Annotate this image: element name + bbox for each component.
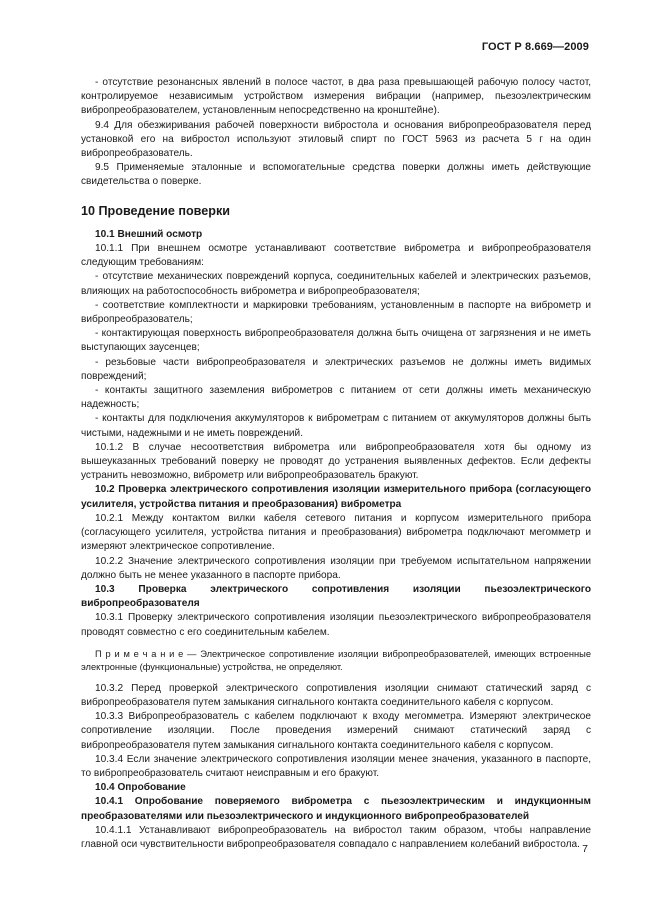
paragraph: 10.2.1 Между контактом вилки кабеля сетевого питания и корпусом измерительного прибора (согласующего усилителя, устройства питания и преобразования) виброметра подключают мегомметр и измеряют электрическое сопротивление. xyxy=(81,512,591,553)
list-item: - соответствие комплектности и маркировки требованиям, установленным в паспорте на виброметр и вибропреобразователь; xyxy=(81,299,591,326)
list-item: - резьбовые части вибропреобразователя и электрических разъемов не должны иметь видимых повреждений; xyxy=(81,356,591,382)
list-item: - контакты защитного заземления виброметров с питанием от сети должны иметь механическую надежность; xyxy=(81,385,591,411)
page-number: 7 xyxy=(582,843,588,855)
paragraph: 10.4.1.1 Устанавливают вибропреобразователь на вибростол таким образом, чтобы направление главной оси чувствительности вибропреобразователя совпадало с направлением колебаний вибростола. xyxy=(81,824,591,850)
paragraph: 10.3.2 Перед проверкой электрического сопротивления изоляции снимают статический заряд с вибропреобразователя путем замыкания сигнального контакта соединительного кабеля с корпусом. xyxy=(81,682,591,708)
section-heading: 10 Проведение поверки xyxy=(81,203,230,218)
subsection-heading: 10.3 Проверка электрического сопротивления изоляции пьезоэлектрического вибропреобразователя xyxy=(81,583,591,610)
subsection-heading: 10.2 Проверка электрического сопротивления изоляции измерительного прибора (согласующего усилителя, устройства питания и преобразования) виброметра xyxy=(81,484,591,510)
paragraph: 9.4 Для обезжиривания рабочей поверхности вибростола и основания вибропреобразователя перед установкой его на вибростол используют этиловый спирт по ГОСТ 5963 из расчета 5 г на один вибропреобразователь. xyxy=(81,119,591,160)
paragraph: 9.5 Применяемые эталонные и вспомогательные средства поверки должны иметь действующие свидетельства о поверке. xyxy=(81,162,591,188)
list-item: - отсутствие механических повреждений корпуса, соединительных кабелей и электрических разъемов, влияющих на работоспособность виброметра и вибропреобразователя; xyxy=(81,271,591,297)
subsection-heading: 10.4 Опробование xyxy=(95,782,186,794)
paragraph: 10.2.2 Значение электрического сопротивления изоляции при требуемом испытательном напряжении должно быть не менее указанного в паспорте прибора. xyxy=(81,555,591,581)
paragraph: 10.3.4 Если значение электрического сопротивления изоляции менее значения, указанного в паспорте, то вибропреобразователь считают неисправным и его бракуют. xyxy=(81,753,591,779)
paragraph: - отсутствие резонансных явлений в полосе частот, в два раза превышающей рабочую полосу частот, контролируемое независимым устройством измерения вибрации (например, пьезоэлектрическим вибропреобразователем, установленным непосредственно на кронштейне). xyxy=(81,77,591,117)
list-item: - контакты для подключения аккумуляторов к виброметрам с питанием от аккумуляторов должны быть чистыми, надежными и не иметь повреждений. xyxy=(81,413,591,439)
list-item: - контактирующая поверхность вибропреобразователя должна быть очищена от загрязнения и не иметь выступающих заусенцев; xyxy=(81,328,591,354)
subsection-heading: 10.4.1 Опробование поверяемого виброметра с пьезоэлектрическим и индукционным преобразователями или пьезоэлектрического и индукционного вибропреобразователей xyxy=(81,796,591,822)
document-body xyxy=(81,76,591,852)
note: П р и м е ч а н и е — Электрическое сопротивление изоляции вибропреобразователей, имеющих встроенные электронные (функциональные) устройства, не определяют. xyxy=(81,648,591,672)
subsection-heading: 10.1 Внешний осмотр xyxy=(95,228,203,240)
paragraph: 10.3.1 Проверку электрического сопротивления изоляции пьезоэлектрического вибропреобразователя проводят совместно с его соединительным кабелем. xyxy=(81,612,591,638)
paragraph: 10.1.2 В случае несоответствия виброметра или вибропреобразователя хотя бы одному из вышеуказанных требований поверку не проводят до устранения выявленных дефектов. Если дефекты устранить невозможно, виброметр или вибропреобразователь бракуют. xyxy=(81,441,591,482)
document-header: ГОСТ Р 8.669—2009 xyxy=(481,41,589,53)
paragraph: 10.3.3 Вибропреобразователь с кабелем подключают к входу мегомметра. Измеряют электрическое сопротивление изоляции. После проведения измерений снимают статический заряд с вибропреобразователя путем замыкания сигнального контакта соединительного кабеля с корпусом. xyxy=(81,711,591,751)
paragraph: 10.1.1 При внешнем осмотре устанавливают соответствие виброметра и вибропреобразователя следующим требованиям: xyxy=(81,243,591,269)
